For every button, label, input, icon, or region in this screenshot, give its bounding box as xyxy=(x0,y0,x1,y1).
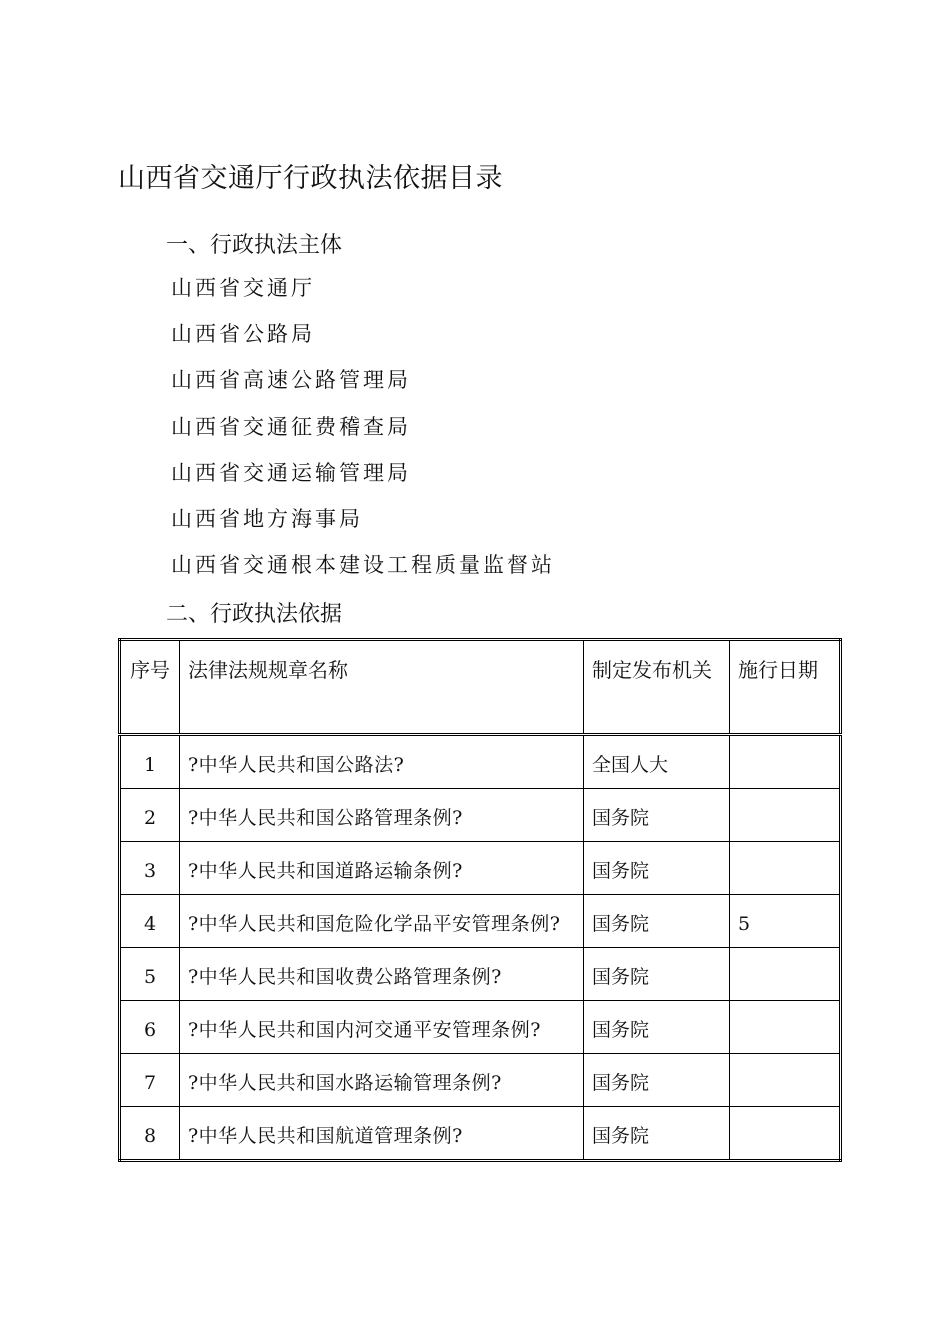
column-header-name: 法律法规规章名称 xyxy=(180,640,584,735)
legal-basis-table xyxy=(118,638,842,1162)
table-row xyxy=(120,789,841,842)
row-effective-date xyxy=(730,948,841,1001)
row-law-name: ?中华人民共和国水路运输管理条例? xyxy=(180,1054,584,1107)
row-issuer: 国务院 xyxy=(584,789,730,842)
row-effective-date xyxy=(730,735,841,789)
document-title: 山西省交通厅行政执法依据目录 xyxy=(118,163,503,194)
enforcement-body-item: 山西省交通运输管理局 xyxy=(171,460,411,485)
table-row xyxy=(120,1001,841,1054)
table-row xyxy=(120,842,841,895)
row-effective-date xyxy=(730,842,841,895)
row-effective-date xyxy=(730,1107,841,1161)
enforcement-body-item: 山西省地方海事局 xyxy=(171,506,363,531)
row-no: 5 xyxy=(120,948,180,1001)
enforcement-body-item: 山西省交通征费稽查局 xyxy=(171,414,411,439)
enforcement-body-list xyxy=(171,272,555,595)
table-row xyxy=(120,895,841,948)
column-header-issuer: 制定发布机关 xyxy=(584,640,730,735)
row-no: 2 xyxy=(120,789,180,842)
row-issuer: 国务院 xyxy=(584,948,730,1001)
row-effective-date xyxy=(730,789,841,842)
enforcement-body-item: 山西省公路局 xyxy=(171,322,315,347)
column-header-no: 序号 xyxy=(120,640,180,735)
row-effective-date xyxy=(730,1054,841,1107)
row-issuer: 国务院 xyxy=(584,1054,730,1107)
section-heading-enforcement-bodies: 一、行政执法主体 xyxy=(166,233,343,258)
table-row xyxy=(120,1054,841,1107)
row-no: 1 xyxy=(120,735,180,789)
row-law-name: ?中华人民共和国公路管理条例? xyxy=(180,789,584,842)
table-row xyxy=(120,1107,841,1161)
row-no: 8 xyxy=(120,1107,180,1161)
row-no: 3 xyxy=(120,842,180,895)
row-issuer: 国务院 xyxy=(584,1001,730,1054)
row-law-name: ?中华人民共和国内河交通平安管理条例? xyxy=(180,1001,584,1054)
row-issuer: 国务院 xyxy=(584,842,730,895)
row-issuer: 全国人大 xyxy=(584,735,730,789)
enforcement-body-item: 山西省交通根本建设工程质量监督站 xyxy=(171,553,555,578)
row-effective-date: 5 xyxy=(730,895,841,948)
row-law-name: ?中华人民共和国收费公路管理条例? xyxy=(180,948,584,1001)
column-header-effective-date: 施行日期 xyxy=(730,640,841,735)
row-effective-date xyxy=(730,1001,841,1054)
enforcement-body-item: 山西省交通厅 xyxy=(171,276,315,300)
row-law-name: ?中华人民共和国危险化学品平安管理条例? xyxy=(180,895,584,948)
row-law-name: ?中华人民共和国公路法? xyxy=(180,735,584,789)
table-row xyxy=(120,735,841,789)
row-law-name: ?中华人民共和国道路运输条例? xyxy=(180,842,584,895)
row-issuer: 国务院 xyxy=(584,1107,730,1161)
row-no: 4 xyxy=(120,895,180,948)
section-heading-legal-basis: 二、行政执法依据 xyxy=(166,602,343,627)
row-issuer: 国务院 xyxy=(584,895,730,948)
row-no: 7 xyxy=(120,1054,180,1107)
table-row xyxy=(120,948,841,1001)
row-law-name: ?中华人民共和国航道管理条例? xyxy=(180,1107,584,1161)
table-header-row xyxy=(120,640,841,735)
row-no: 6 xyxy=(120,1001,180,1054)
enforcement-body-item: 山西省高速公路管理局 xyxy=(171,368,411,393)
